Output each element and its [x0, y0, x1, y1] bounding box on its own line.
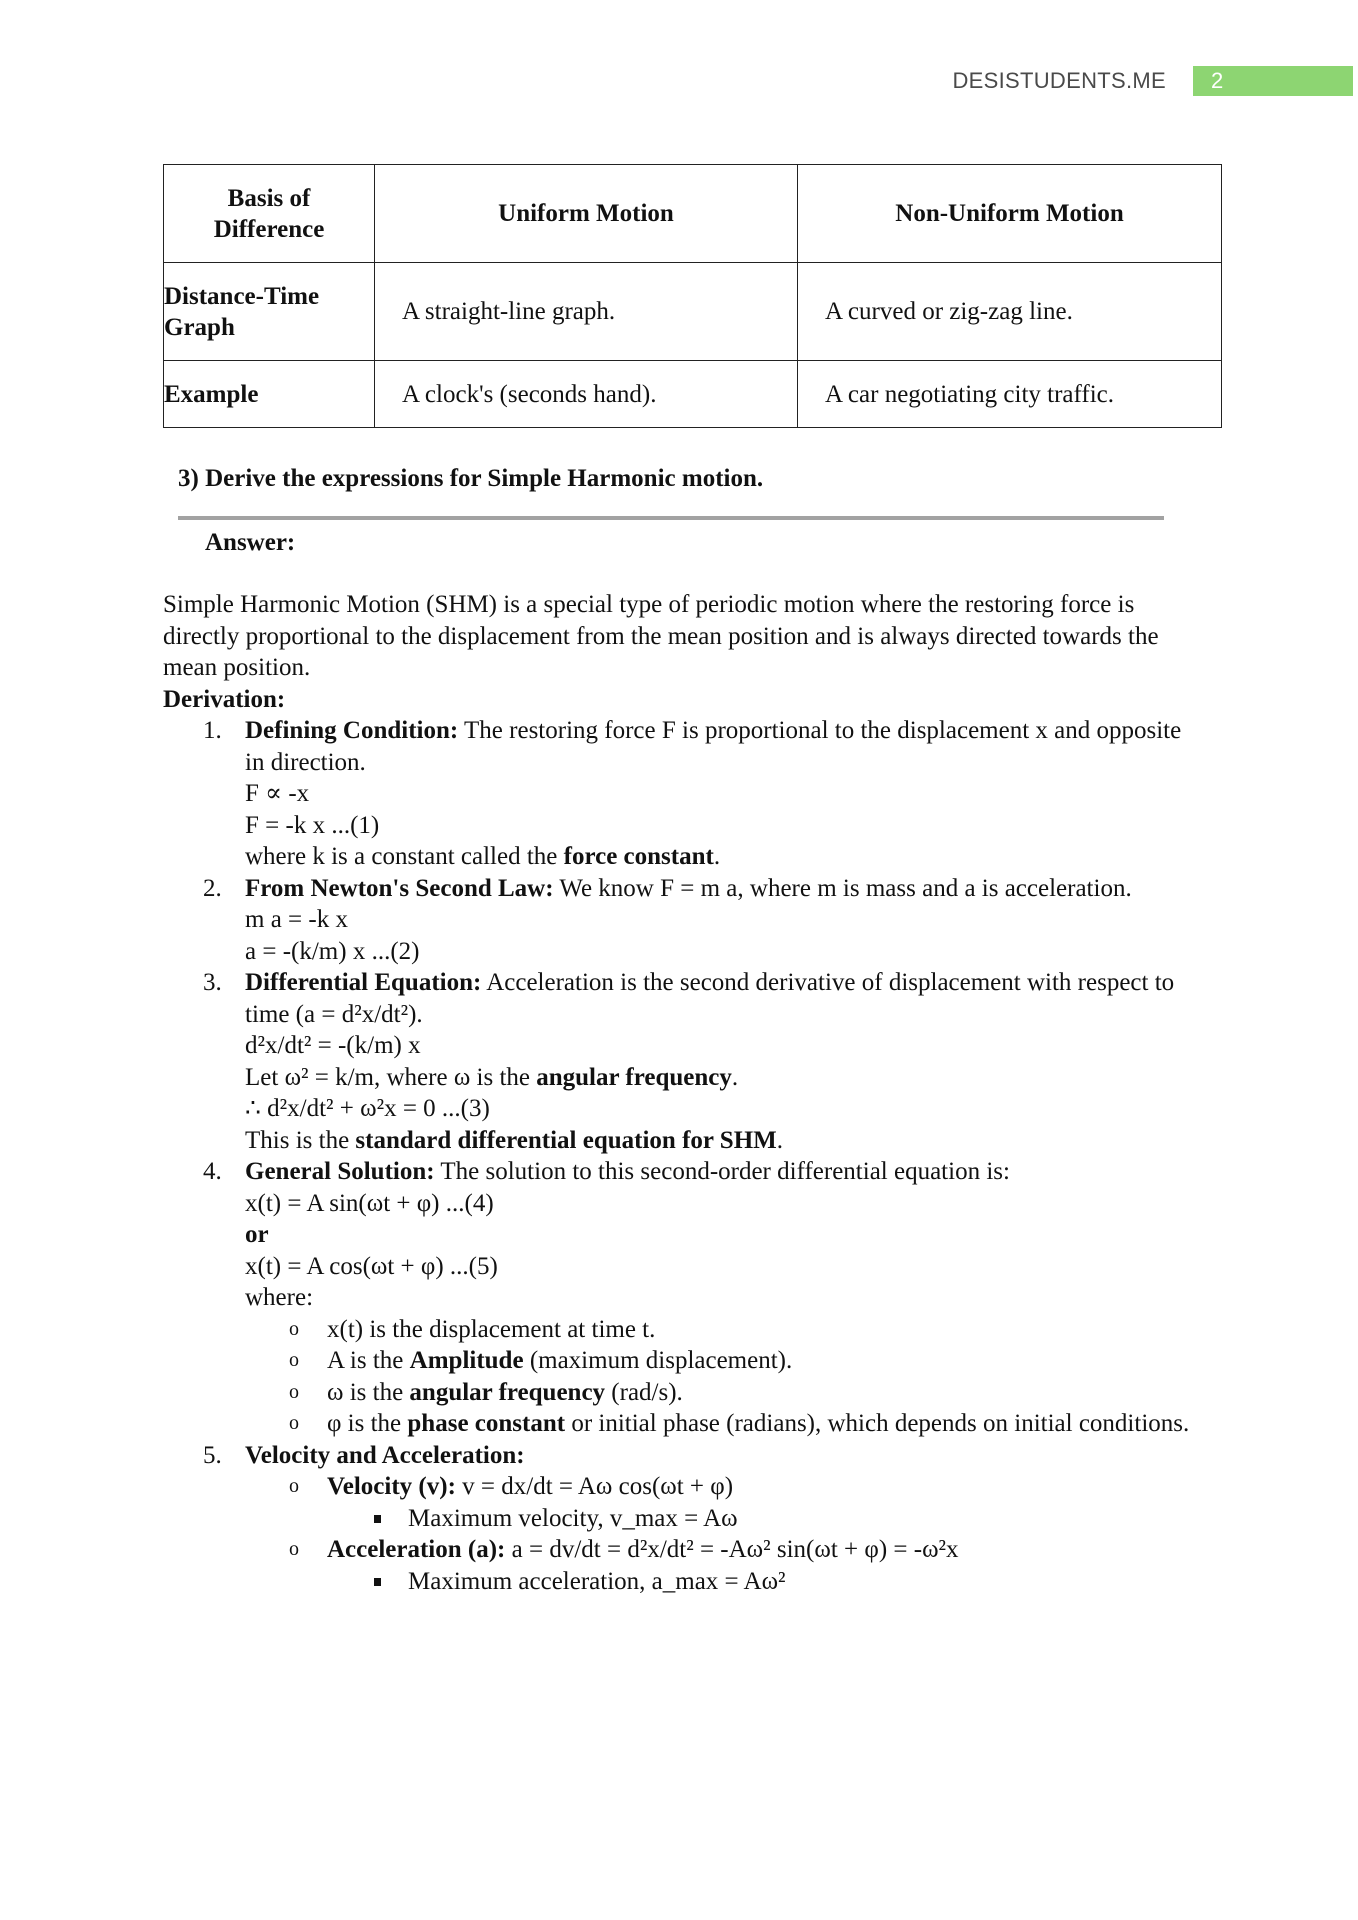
bullet-item: o ω is the angular frequency (rad/s). [163, 1377, 1193, 1409]
circle-bullet-icon: o [289, 1317, 299, 1340]
where-bullets [163, 1314, 1193, 1440]
circle-bullet-icon: o [289, 1412, 299, 1434]
derivation-steps [163, 715, 1193, 1597]
acceleration-item: o Acceleration (a): a = dv/dt = d²x/dt² = -Aω² sin(ωt + φ) = -ω²x Maximum acceleration, a_max = Aω² [163, 1534, 1193, 1597]
square-bullet-icon [374, 1515, 381, 1523]
step-title: General Solution: [245, 1158, 435, 1185]
table-cell-basis: Distance-Time Graph [164, 263, 375, 361]
equation: x(t) = A cos(ωt + φ) ...(5) [245, 1252, 498, 1280]
table-row [164, 263, 1222, 361]
table-header-row [164, 165, 1222, 263]
circle-bullet-icon: o [289, 1475, 299, 1497]
step-number: 4. [203, 1158, 222, 1185]
step-number: 1. [203, 717, 222, 744]
table-header-non-uniform: Non-Uniform Motion [798, 165, 1222, 263]
or-label: or [245, 1221, 269, 1248]
intro-paragraph: Simple Harmonic Motion (SHM) is a special type of periodic motion where the restoring force is directly proportional to the displacement from the mean position and is always directed towards the mean position. [163, 591, 1159, 681]
term-angular-frequency: angular frequency [536, 1063, 732, 1091]
page-number-badge: 2 [1193, 66, 1353, 96]
bullet-item: o φ is the phase constant or initial phase (radians), which depends on initial conditions. [163, 1408, 1193, 1440]
step-number: 5. [203, 1441, 222, 1469]
comparison-table [163, 164, 1222, 428]
equation: F ∝ -x [245, 780, 310, 807]
step-3: 3. Differential Equation: Acceleration is the second derivative of displacement with respect to time (a = d²x/dt²). d²x/dt² = -(k/m) x Let ω² = k/m, where ω is the angular frequency. ∴ d²x/dt² + ω²x = 0 ...(3) This is the standard differential equation for SHM. [163, 967, 1193, 1156]
step-4 [163, 1156, 1193, 1440]
equation: a = -(k/m) x ...(2) [245, 937, 420, 965]
where-label: where: [245, 1284, 314, 1311]
step-title: From Newton's Second Law: [245, 874, 554, 902]
velocity-item: o Velocity (v): v = dx/dt = Aω cos(ωt + φ) Maximum velocity, v_max = Aω [163, 1471, 1193, 1534]
bullet-item: o x(t) is the displacement at time t. [163, 1314, 1193, 1346]
step-number: 2. [203, 874, 222, 902]
page-header [0, 66, 1358, 96]
table-cell-non-uniform: A curved or zig-zag line. [798, 263, 1222, 361]
square-bullet-icon [374, 1578, 381, 1586]
step-text: Acceleration is the second derivative of displacement with respect to time (a = d²x/dt²). [245, 969, 1175, 1028]
step-title: Defining Condition: [245, 717, 459, 744]
max-acceleration-item: Maximum acceleration, a_max = Aω² [163, 1566, 1193, 1598]
equation: x(t) = A sin(ωt + φ) ...(4) [245, 1189, 494, 1217]
step-number: 3. [203, 969, 222, 996]
table-cell-basis: Example [164, 361, 375, 428]
table-cell-non-uniform: A car negotiating city traffic. [798, 361, 1222, 428]
step-1: 1. Defining Condition: The restoring force F is proportional to the displacement x and opposite in direction. F ∝ -x F = -k x ...(1) where k is a constant called the force constant. [163, 715, 1193, 873]
equation: m a = -k x [245, 906, 348, 933]
circle-bullet-icon: o [289, 1538, 299, 1560]
equation: ∴ d²x/dt² + ω²x = 0 ...(3) [245, 1095, 490, 1122]
derivation-heading: Derivation: [163, 685, 286, 713]
step-text: We know F = m a, where m is mass and a is acceleration. [553, 874, 1132, 902]
step-text: The solution to this second-order differential equation is: [434, 1158, 1010, 1185]
answer-label: Answer: [205, 529, 296, 556]
step-5 [163, 1440, 1193, 1598]
horizontal-rule [178, 516, 1164, 520]
equation: F = -k x ...(1) [245, 811, 380, 839]
term-force-constant: force constant [563, 843, 714, 870]
table-row [164, 361, 1222, 428]
term-standard-equation: standard differential equation for SHM [355, 1126, 777, 1154]
step-2 [163, 873, 1193, 968]
velocity-acceleration-list [163, 1471, 1193, 1597]
max-velocity-item: Maximum velocity, v_max = Aω [163, 1503, 1193, 1535]
circle-bullet-icon: o [289, 1380, 299, 1403]
equation: d²x/dt² = -(k/m) x [245, 1032, 421, 1059]
bullet-item: o A is the Amplitude (maximum displacement). [163, 1345, 1193, 1377]
step-title: Differential Equation: [245, 969, 482, 996]
table-cell-uniform: A clock's (seconds hand). [375, 361, 798, 428]
site-name: DESISTUDENTS.ME [952, 68, 1166, 93]
step-text: The restoring force F is proportional to the displacement x and opposite in direction. [245, 717, 1182, 776]
answer-body [163, 589, 1193, 1597]
step-title: Velocity and Acceleration: [245, 1441, 525, 1469]
table-header-uniform: Uniform Motion [375, 165, 798, 263]
table-header-basis: Basis of Difference [164, 165, 375, 263]
table-cell-uniform: A straight-line graph. [375, 263, 798, 361]
question-heading: 3) Derive the expressions for Simple Harmonic motion. [178, 465, 764, 492]
circle-bullet-icon: o [289, 1349, 299, 1371]
